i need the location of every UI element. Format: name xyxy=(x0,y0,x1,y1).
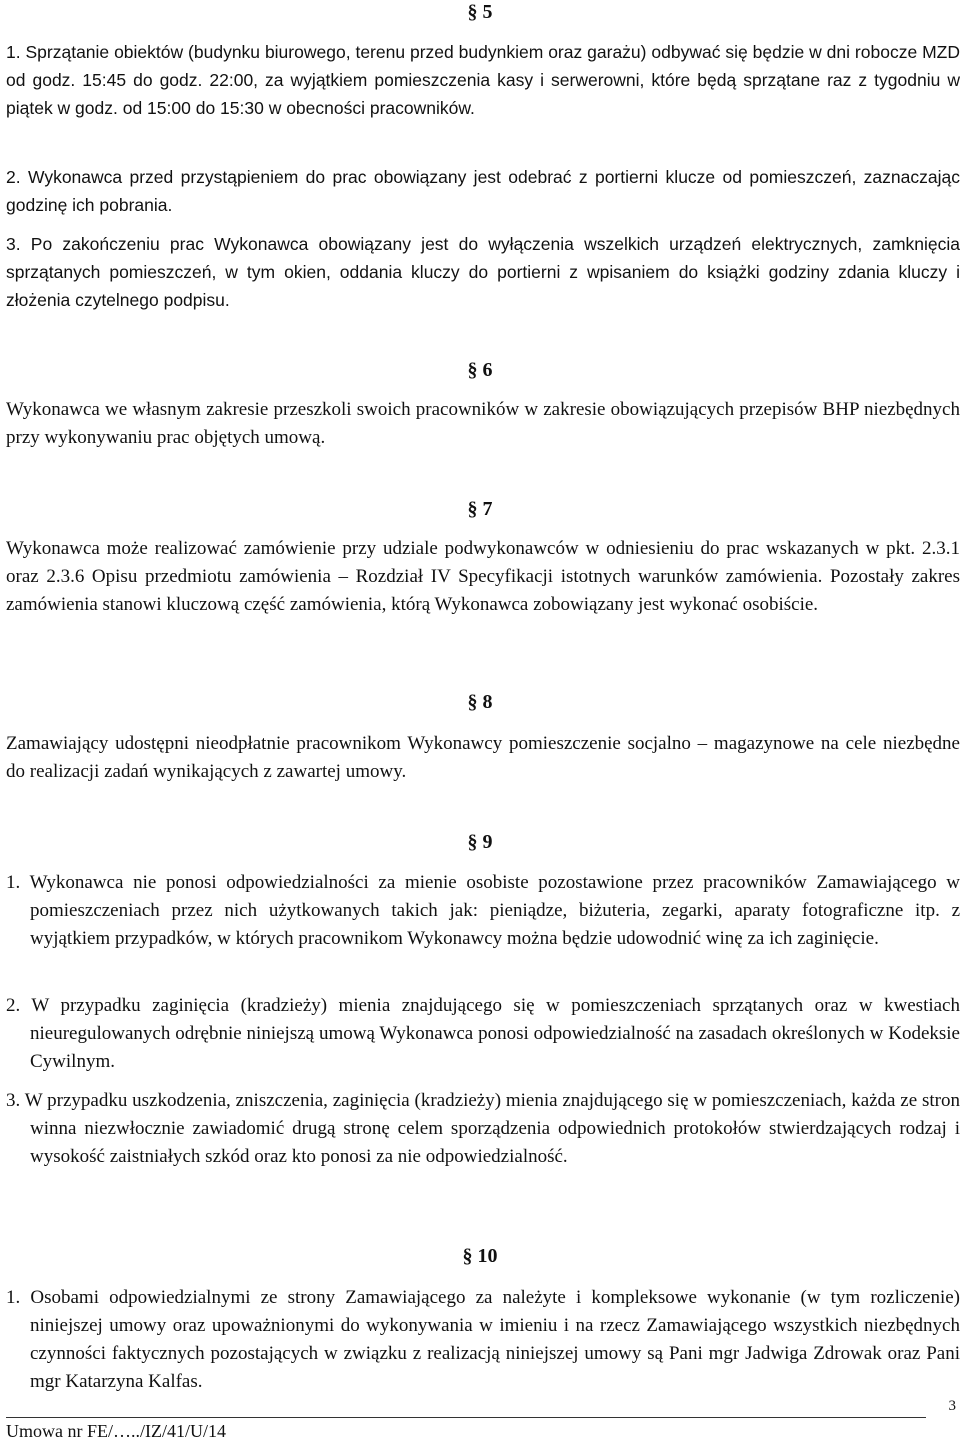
section-7-heading: § 7 xyxy=(467,498,493,520)
section-8-heading: § 8 xyxy=(467,691,493,713)
section-7-paragraph-1: Wykonawca może realizować zamówienie przy udziale podwykonawców w odniesieniu do prac wskazanych w pkt. 2.3.1 oraz 2.3.6 Opisu przedmiotu zamówienia – Rozdział IV Specyfikacji istotnych warunków zamówienia. Pozostały zakres zamówienia stanowi kluczową część zamówienia, którą Wykonawca zobowiązany jest wykonać osobiście. xyxy=(6,538,960,615)
section-5-heading: § 5 xyxy=(467,1,493,23)
section-5-paragraph-2: 2. Wykonawca przed przystąpieniem do prac obowiązany jest odebrać z portierni klucze od pomieszczeń, zaznaczając godzinę ich pobrania. xyxy=(6,167,960,215)
section-5-paragraph-1: 1. Sprzątanie obiektów (budynku biurowego, terenu przed budynkiem oraz garażu) odbywać się będzie w dni robocze MZD od godz. 15:45 do godz. 22:00, za wyjątkiem pomieszczenia kasy i serwerowni, które będą sprzątane raz z tygodniu w piątek w godz. od 15:00 do 15:30 w obecności pracowników. xyxy=(6,42,960,118)
section-9-heading: § 9 xyxy=(467,831,493,853)
section-6-heading: § 6 xyxy=(467,359,493,381)
footer-divider xyxy=(6,1417,926,1418)
section-9-paragraph-1: 1. Wykonawca nie ponosi odpowiedzialności za mienie osobiste pozostawione przez pracowników Zamawiającego w pomieszczeniach przez nich użytkowanych takich jak: pieniądze, biżuteria, zegarki, aparaty fotograficzne itp. z wyjątkiem przypadków, w których pracownikom Wykonawcy można będzie udowodnić winę za ich zaginięcie. xyxy=(6,872,960,949)
section-6-paragraph-1: Wykonawca we własnym zakresie przeszkoli swoich pracowników w zakresie obowiązujących przepisów BHP niezbędnych przy wykonywaniu prac objętych umową. xyxy=(6,399,960,448)
footer-contract-number: Umowa nr FE/…../IZ/41/U/14 xyxy=(6,1421,226,1441)
section-9-paragraph-3: 3. W przypadku uszkodzenia, zniszczenia, zaginięcia (kradzieży) mienia znajdującego się w pomieszczeniach, każda ze stron winna niezwłocznie zawiadomić drugą stronę celem sporządzenia odpowiednich protokołów stwierdzających rodzaj i wysokość zaistniałych szkód oraz kto ponosi za nie odpowiedzialność. xyxy=(6,1090,960,1167)
page-number: 3 xyxy=(948,1398,956,1414)
section-5-paragraph-3: 3. Po zakończeniu prac Wykonawca obowiązany jest do wyłączenia wszelkich urządzeń elektrycznych, zamknięcia sprzątanych pomieszczeń, w tym okien, oddania kluczy do portierni z wpisaniem do książki godziny zdania kluczy i złożenia czytelnego podpisu. xyxy=(6,234,960,310)
section-10-paragraph-1: 1. Osobami odpowiedzialnymi ze strony Zamawiającego za należyte i kompleksowe wykonanie (w tym rozliczenie) niniejszej umowy oraz upoważnionymi do wykonywania w imieniu i na rzecz Zamawiającego wszystkich niezbędnych czynności faktycznych pozostających w związku z realizacją niniejszej umowy są Pani mgr Jadwiga Zdrowak oraz Pani mgr Katarzyna Kalfas. xyxy=(6,1287,960,1392)
section-8-paragraph-1: Zamawiający udostępni nieodpłatnie pracownikom Wykonawcy pomieszczenie socjalno – magazynowe na cele niezbędne do realizacji zadań wynikających z zawartej umowy. xyxy=(6,733,960,782)
section-9-paragraph-2: 2. W przypadku zaginięcia (kradzieży) mienia znajdującego się w pomieszczeniach sprzątanych oraz w kwestiach nieuregulowanych odrębnie niniejszą umową Wykonawca ponosi odpowiedzialność na zasadach określonych w Kodeksie Cywilnym. xyxy=(6,995,960,1072)
section-10-heading: § 10 xyxy=(462,1245,498,1267)
